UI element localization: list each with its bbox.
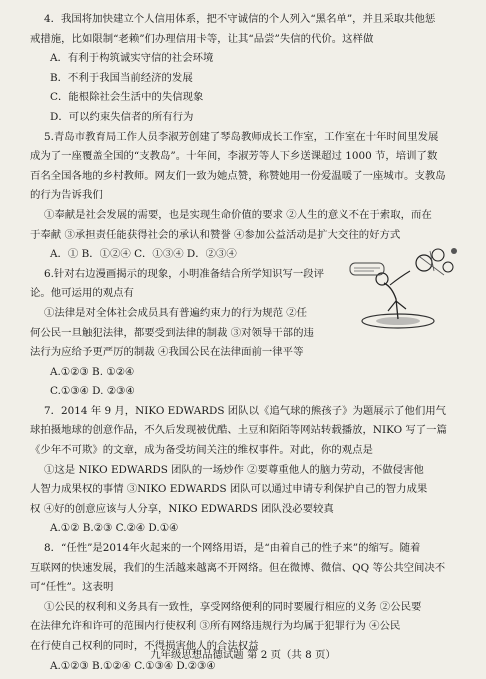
q8-statement-line: 在行使自己权利的同时，不得损害他人的合法权益 [30, 640, 259, 652]
q4-option-c: C．能根除社会生活中的失信现象 [50, 91, 204, 104]
q4-stem-line: 戒措施，比如限制“老赖”们办理信用卡等，让其“品尝”失信的代价。这样做 [30, 32, 374, 45]
q8-stem-line: 8．“任性”是2014年火起来的一个网络用语，是“由着自己的性子来”的缩写。随着 [44, 542, 421, 555]
q7-statement-line: 人智力成果权的事情 ③NIKO EDWARDS 团队可以通过申请专利保护自己的智力成果 [30, 483, 428, 496]
q7-statement-line: 权 ④好的创意应该与人分享，NIKO EDWARDS 团队没必要较真 [30, 502, 334, 515]
q5-stem-line: 百名全国各地的乡村教师。网友们一致为她点赞，称赞她用一份爱温暖了一座城市。支教岛 [30, 169, 446, 182]
cartoon-drawing [344, 237, 468, 333]
q7-stem-line: 7．2014 年 9 月，NIKO EDWARDS 团队以《追气球的熊孩子》为题展示了他们用气 [44, 404, 446, 417]
q4-option-d: D．可以约束失信者的所有行为 [50, 110, 194, 123]
cartoon-illustration [344, 237, 468, 333]
question-7 [30, 402, 464, 539]
q8-statement-line: 在法律允许和许可的范围内行使权利 ③所有网络违规行为均属于犯罪行为 ④公民 [30, 620, 401, 633]
q7-statement-line: ①这是 NIKO EDWARDS 团队的一场炒作 ②要尊重他人的脑力劳动，不做侵害他 [44, 463, 424, 476]
q4-stem-line: 4．我国将加快建立个人信用体系，把不守诚信的个人列入“黑名单”，并且采取共他惩 [44, 13, 436, 25]
q7-options: A.①② B.②③ C.②④ D.①④ [50, 522, 179, 535]
q5-stem-line: 5.青岛市教育局工作人员李淑芳创建了琴岛教师成长工作室，工作室在十年时间里发展 [44, 130, 439, 143]
q4-option-a: A．有利于构筑诚实守信的社会环境 [50, 52, 214, 65]
q8-statement-line: ①公民的权利和义务具有一致性，享受网络便利的同时要履行相应的义务 ②公民要 [44, 600, 422, 613]
q7-stem-line: 《少年不可欺》的文章，成为备受坊间关注的维权事件。对此，你的观点是 [30, 444, 373, 457]
q6-options-cd: C.①③④ D. ②③④ [50, 385, 135, 398]
q6-statement-line: 何公民一旦触犯法律，都要受到法律的制裁 ③对领导干部的违 [30, 326, 314, 339]
q7-stem-line: 球拍摄地球的创意作品，不久后发现被优酷、土豆和陌陌等网站转载播放，NIKO 写了一篇 [30, 424, 447, 437]
q5-stem-line: 的行为告诉我们 [30, 189, 103, 202]
q8-stem-line: 互联网的快速发展，我们的生活越来越离不开网络。但在微博、微信、QQ 等公共空间决不 [30, 561, 446, 574]
q8-options: A.①②③ B.①②④ C.①③④ D.②③④ [50, 659, 216, 672]
q6-stem-line: 6.针对右边漫画揭示的现象，小明准备结合所学知识写一段评 [44, 267, 325, 280]
q6-statement-line: ①法律是对全体社会成员具有普遍约束力的行为规范 ②任 [44, 306, 308, 319]
page-footer: 九年级思想品德试题 第 2 页（共 8 页） [150, 649, 336, 661]
q6-options-ab: A.①②③ B. ①②④ [50, 365, 135, 378]
q8-stem-line: 可“任性”。这表明 [30, 581, 114, 594]
q5-stem-line: 成为了一座覆盖全国的“支教岛”。十年间，李淑芳等人下乡送课超过 1000 节，培训了数 [30, 150, 438, 163]
question-4 [30, 10, 464, 128]
q6-stem-line: 论。他可运用的观点有 [30, 287, 134, 300]
q5-statement-line: ①奉献是社会发展的需要，也是实现生命价值的要求 ②人生的意义不在于索取，而在 [44, 208, 432, 221]
q6-statement-line: 法行为应给予更严厉的制裁 ④我国公民在法律面前一律平等 [30, 346, 304, 359]
q4-option-b: B．不利于我国当前经济的发展 [50, 71, 193, 84]
q5-statement-line: 于奉献 ③承担责任能获得社会的承认和赞誉 ④参加公益活动是扩大交往的好方式 [30, 228, 401, 241]
q5-options: A．① B．①②④ C．①③④ D．②③④ [50, 248, 237, 261]
